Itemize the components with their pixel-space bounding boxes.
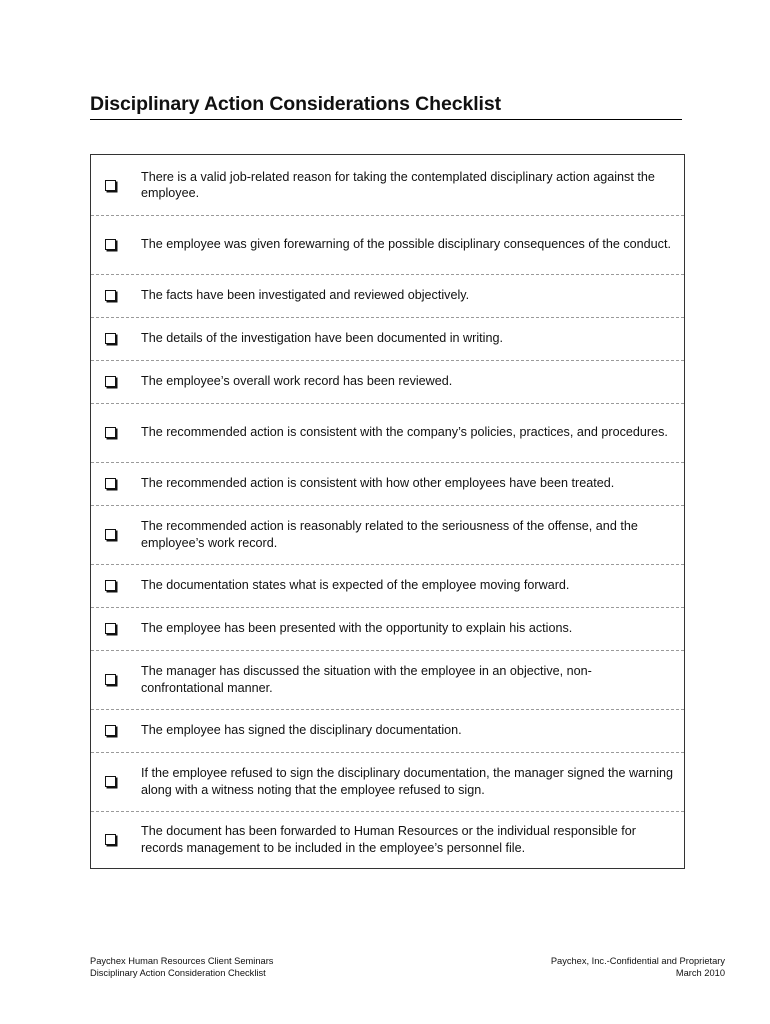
checklist-item [91,811,684,868]
footer-document-name: Disciplinary Action Consideration Checklist [90,968,266,978]
checklist-item-text: The manager has discussed the situation with the employee in an objective, non-confrontational manner. [141,664,592,695]
checklist-item [91,403,684,463]
checkbox-icon[interactable] [105,623,116,634]
checklist-item-text: The employee was given forewarning of the possible disciplinary consequences of the conduct. [141,237,671,252]
checklist-item-text: The documentation states what is expected of the employee moving forward. [141,578,570,593]
checklist [90,154,685,869]
checklist-item [91,274,684,318]
checklist-item-text: The employee has signed the disciplinary documentation. [141,723,462,738]
checkbox-icon[interactable] [105,333,116,344]
checkbox-icon[interactable] [105,290,116,301]
checklist-item [91,317,684,361]
checklist-item-text: If the employee refused to sign the disciplinary documentation, the manager signed the warning along with a witness noting that the employee refused to sign. [141,766,674,797]
checklist-item [91,360,684,404]
footer-confidentiality-notice: Paychex, Inc.-Confidential and Proprietary [550,956,725,966]
checklist-item-text: The recommended action is consistent with the company’s policies, practices, and procedures. [141,425,668,440]
checklist-item-text: The employee has been presented with the opportunity to explain his actions. [141,621,573,636]
footer-date: March 2010 [675,968,725,978]
checkbox-icon[interactable] [105,239,116,250]
footer-left [90,955,273,979]
checkbox-icon[interactable] [105,180,116,191]
checklist-item-text: The facts have been investigated and reviewed objectively. [141,288,470,303]
checklist-item [91,505,684,565]
page-title: Disciplinary Action Considerations Checklist [90,92,682,120]
checklist-item [91,650,684,710]
checklist-item-text: The employee’s overall work record has been reviewed. [141,374,453,389]
checklist-item [91,462,684,506]
checkbox-icon[interactable] [105,834,116,845]
checklist-item [91,709,684,753]
footer-seminar-name: Paychex Human Resources Client Seminars [90,956,274,966]
checklist-item [91,607,684,651]
checklist-item-text: The document has been forwarded to Human Resources or the individual responsible for records management to be included in the employee’s personnel file. [141,824,636,855]
checklist-item [91,564,684,608]
checklist-item [91,155,684,216]
checklist-item-text: The recommended action is consistent with how other employees have been treated. [141,476,615,491]
checkbox-icon[interactable] [105,725,116,736]
checklist-item-text: The details of the investigation have been documented in writing. [141,331,503,346]
checkbox-icon[interactable] [105,478,116,489]
checkbox-icon[interactable] [105,580,116,591]
checkbox-icon[interactable] [105,529,116,540]
checklist-item [91,752,684,812]
checkbox-icon[interactable] [105,427,116,438]
checklist-item [91,215,684,275]
checklist-item-text: There is a valid job-related reason for taking the contemplated disciplinary action against the employee. [141,169,655,200]
checklist-item-text: The recommended action is reasonably related to the seriousness of the offense, and the employee’s work record. [141,519,638,550]
footer-right [551,955,725,979]
checkbox-icon[interactable] [105,776,116,787]
checkbox-icon[interactable] [105,376,116,387]
checkbox-icon[interactable] [105,674,116,685]
